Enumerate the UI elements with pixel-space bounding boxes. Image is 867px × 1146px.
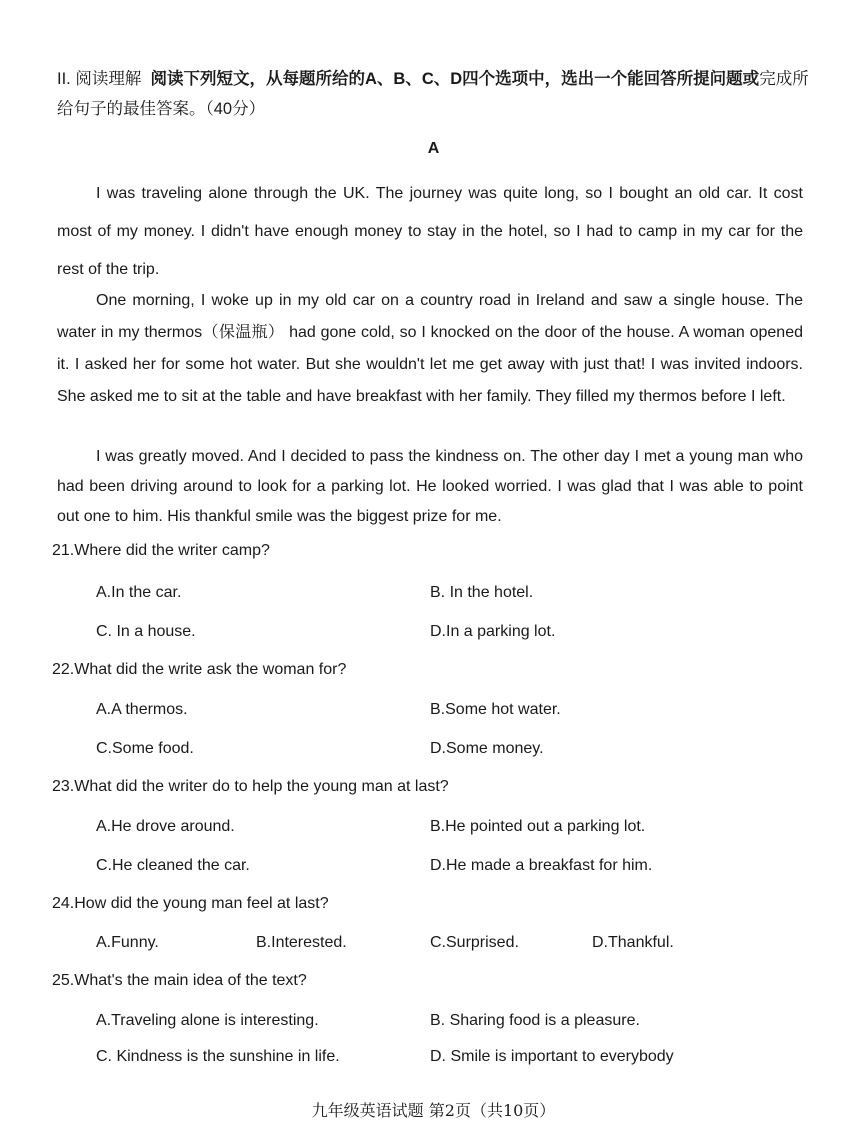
- question-22-option-b: B.Some hot water.: [430, 701, 561, 718]
- question-24-option-b: B.Interested.: [256, 934, 347, 951]
- question-24-stem: 24.How did the young man feel at last?: [52, 895, 329, 912]
- question-21-option-c: C. In a house.: [96, 623, 196, 640]
- question-23-option-a: A.He drove around.: [96, 818, 235, 835]
- question-25-option-c: C. Kindness is the sunshine in life.: [96, 1048, 340, 1065]
- question-21-stem: 21.Where did the writer camp?: [52, 542, 270, 559]
- passage-paragraph-3: I was greatly moved. And I decided to pass the kindness on. The other day I met a young man who had been driving around to look for a parking lot. He looked worried. I was glad that I was able to point out one to him. His thankful smile was the biggest prize for me.: [57, 448, 803, 525]
- passage-paragraph-2: One morning, I woke up in my old car on a country road in Ireland and saw a single house. The water in my thermos（保温瓶） had gone cold, so I knocked on the door of the house. A woman opened it. I asked her for some hot water. But she wouldn't let me get away with just that! I was invited indoors. She asked me to sit at the table and have breakfast with her family. They filled my thermos before I left.: [57, 292, 803, 405]
- passage-title: A: [427, 140, 440, 157]
- section-heading: [57, 64, 817, 124]
- question-23-stem: 23.What did the writer do to help the young man at last?: [52, 778, 449, 795]
- question-23-option-b: B.He pointed out a parking lot.: [430, 818, 646, 835]
- page-footer: 九年级英语试题 第2页（共10页）: [311, 1101, 556, 1120]
- question-21-option-b: B. In the hotel.: [430, 584, 534, 601]
- question-24-option-a: A.Funny.: [96, 934, 159, 951]
- question-23-option-c: C.He cleaned the car.: [96, 857, 250, 874]
- question-25-option-d: D. Smile is important to everybody: [430, 1048, 674, 1065]
- section-instruction: 完成所给句子的最佳答案。（40分）: [57, 70, 809, 118]
- section-label: II. 阅读理解: [57, 70, 142, 88]
- passage-paragraph-1: I was traveling alone through the UK. The journey was quite long, so I bought an old car. It cost most of my money. I didn't have enough money to stay in the hotel, so I had to camp in my car for the rest of the trip.: [57, 185, 803, 278]
- question-24-option-c: C.Surprised.: [430, 934, 519, 951]
- question-21-option-a: A.In the car.: [96, 584, 182, 601]
- question-22-option-a: A.A thermos.: [96, 701, 188, 718]
- question-25-option-a: A.Traveling alone is interesting.: [96, 1012, 319, 1029]
- question-22-option-c: C.Some food.: [96, 740, 194, 757]
- question-22-stem: 22.What did the write ask the woman for?: [52, 661, 347, 678]
- question-25-stem: 25.What's the main idea of the text?: [52, 972, 307, 989]
- question-21-option-d: D.In a parking lot.: [430, 623, 556, 640]
- question-23-option-d: D.He made a breakfast for him.: [430, 857, 653, 874]
- section-instruction-bold: 阅读下列短文，从每题所给的A、B、C、D四个选项中，选出一个能回答所提问题或: [150, 70, 760, 88]
- question-25-option-b: B. Sharing food is a pleasure.: [430, 1012, 640, 1029]
- question-22-option-d: D.Some money.: [430, 740, 544, 757]
- question-24-option-d: D.Thankful.: [592, 934, 674, 951]
